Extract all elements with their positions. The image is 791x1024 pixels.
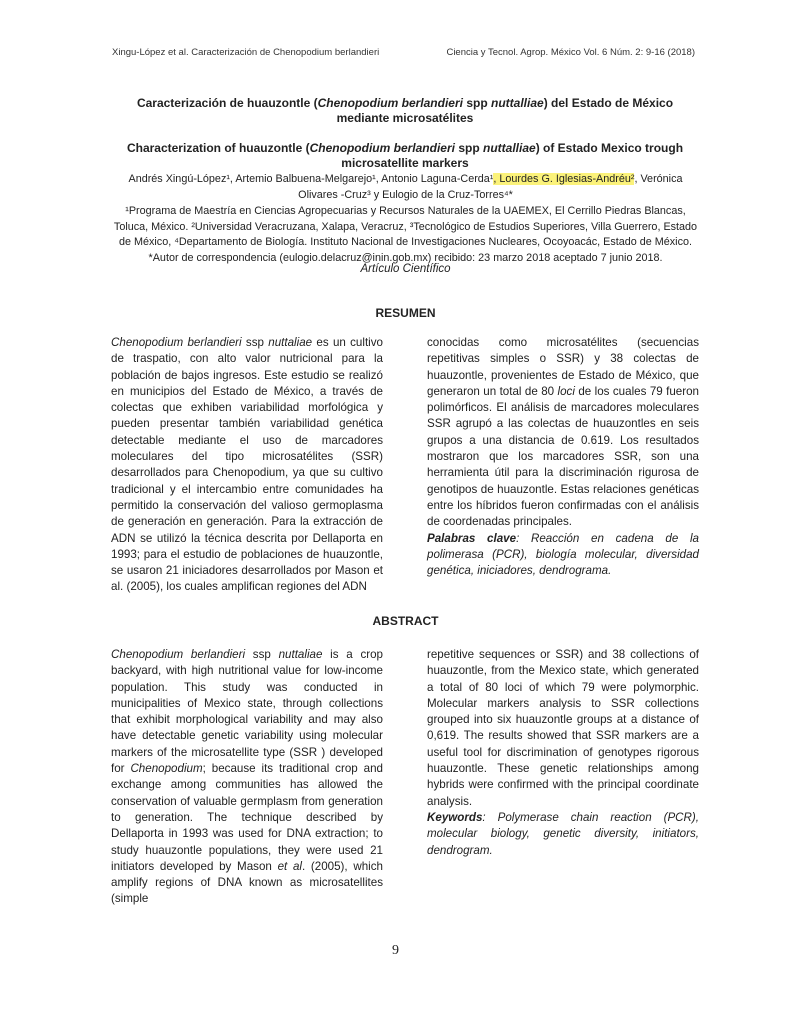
abstract-column-right: [427, 647, 699, 859]
title-es-mid: spp: [462, 96, 491, 110]
resumen-column-left: [111, 335, 383, 596]
abstract-left-text-3: . (2005), which amplify regions of DNA known as microsatellites (simple: [111, 859, 383, 906]
title-en-post: ) of Estado Mexico trough microsatellite markers: [341, 141, 684, 170]
resumen-heading: RESUMEN: [375, 306, 436, 320]
abstract-variety: nuttaliae: [278, 648, 323, 661]
authors-part-1: Andrés Xingú-López¹, Artemio Balbuena-Melgarejo¹, Antonio Laguna-Cerda¹: [128, 173, 494, 185]
abstract-right-text: repetitive sequences or SSR) and 38 collections of huauzontle, from the Mexico state, which generated a total of 80 loci of which 79 were polymorphic. Molecular markers analysis to SSR collections grouped into six huauzontle groups at a distance of 0,619. The results showed that SSR markers are a useful tool for discrimination of genotypes rigorous huauzontle. These genetic relationships among hybrids were confirmed with the principal coordinate analysis.: [427, 648, 699, 808]
authors-part-2: , Verónica Olivares -Cruz³ y Eulogio de la Cruz-Torres⁴*: [298, 173, 683, 201]
resumen-variety: nuttaliae: [268, 336, 313, 349]
palabras-clave: : Reacción en cadena de la polimerasa (PCR), biología molecular, diversidad genética, iniciadores, dendrograma.: [427, 531, 699, 578]
title-es-variety: nuttalliae: [491, 96, 544, 110]
resumen-loci: loci: [557, 384, 575, 398]
affiliations: ¹Programa de Maestría en Ciencias Agropecuarias y Recursos Naturales de la UAEMEX, El Cerrillo Piedras Blancas, Toluca, México. ²Universidad Veracruzana, Xalapa, Veracruz, ³Tecnológico de Estudios Superiores, Villa Guerrero, Estado de México, ⁴Departamento de Biología. Instituto Nacional de Investigaciones Nucleares, Ocoyoacác, Estado de México.: [113, 205, 698, 248]
abstract-species: Chenopodium berlandieri: [111, 648, 246, 661]
resumen-right-text-1: conocidas como microsatélites (secuencias repetitivas simples o SSR) y 38 colectas de huauzontle, provenientes de Estado de México, que generaron un total de 80: [427, 336, 699, 398]
keywords-label: Keywords: [427, 810, 483, 824]
article-type: Artículo Científico: [360, 263, 451, 275]
title-es-post: ) del Estado de México mediante microsatélites: [336, 96, 674, 125]
abstract-column-left: [111, 647, 383, 908]
title-en-species: Chenopodium berlandieri: [309, 141, 455, 155]
page-number: 9: [392, 943, 399, 958]
abstract-ssp: ssp: [245, 648, 279, 661]
abstract-heading: ABSTRACT: [372, 614, 439, 628]
title-en-mid: spp: [454, 141, 483, 155]
resumen-left-text: es un cultivo de traspatio, con alto valor nutricional para la población de bajos ingresos. Este estudio se realizó en municipios del Estado de México, a través de colectas que exhiben variabilidad morfológica y pueden presentar también variabilidad genética detectable mediante el uso de marcadores moleculares del tipo microsatélites (SSR) desarrollados para Chenopodium, ya que su cultivo tradicional y el intercambio entre comunidades ha permitido la conservación del valioso germoplasma de generación en generación. Para la extracción de ADN se utilizó la técnica descrita por Dellaporta en 1993; para el estudio de poblaciones de huauzontle, se usaron 21 iniciadores desarrollados por Mason et al. (2005), los cuales amplifican regiones del ADN: [111, 336, 384, 594]
resumen-column-right: [427, 335, 699, 579]
title-es-species: Chenopodium berlandieri: [317, 96, 463, 110]
correspondence: *Autor de correspondencia (eulogio.delacruz@inin.gob.mx) recibido: 23 marzo 2018 aceptado 7 junio 2018.: [148, 251, 663, 264]
highlighted-author: , Lourdes G. Iglesias-Andréu²: [493, 173, 635, 185]
abstract-et-al: et al: [277, 859, 302, 873]
abstract-left-text-1: is a crop backyard, with high nutritional value for low-income population. This study was conducted in municipalities of Mexico state, through collections that exhibit morphological variability and may also have detectable genetic variability using molecular markers of the microsatellite type (SSR ) developed for: [111, 648, 383, 776]
title-spanish: [110, 96, 700, 126]
palabras-clave-label: Palabras clave: [427, 531, 517, 545]
resumen-ssp: ssp: [241, 336, 269, 349]
title-es-pre: Caracterización de huauzontle (: [136, 96, 318, 110]
abstract-left-text-2: ; because its traditional crop and exchange among communities has allowed the conservation of valuable germplasm from generation to generation. The technique described by Dellaporta in 1993 was used for DNA extraction; to study huauzontle populations, they were used 21 initiators developed by Mason: [111, 762, 383, 873]
affiliations-block: [108, 204, 703, 266]
running-header-left: Xingu-López et al. Caracterización de Chenopodium berlandieri: [112, 47, 380, 58]
title-english: [110, 141, 700, 171]
title-en-pre: Characterization of huauzontle (: [126, 141, 310, 155]
resumen-right-text-2: de los cuales 79 fueron polimórficos. El análisis de marcadores moleculares SSR agrupó a las colectas de huauzontles en seis grupos a una distancia de 0.619. Los resultados mostraron que los marcadores SSR, son una herramienta útil para la discriminación rigurosa de genotipos de huauzontle. Estas relaciones genéticas entre los híbridos fueron confirmadas con el análisis de coordenadas principales.: [427, 384, 699, 529]
author-list: [108, 172, 703, 203]
keywords: : Polymerase chain reaction (PCR), molecular biology, genetic diversity, initiators, dendrogram.: [427, 810, 699, 857]
abstract-chenopodium: Chenopodium: [130, 762, 203, 776]
running-header-right: Ciencia y Tecnol. Agrop. México Vol. 6 Núm. 2: 9-16 (2018): [446, 47, 695, 58]
title-en-variety: nuttalliae: [483, 141, 536, 155]
resumen-species: Chenopodium berlandieri: [111, 336, 242, 349]
